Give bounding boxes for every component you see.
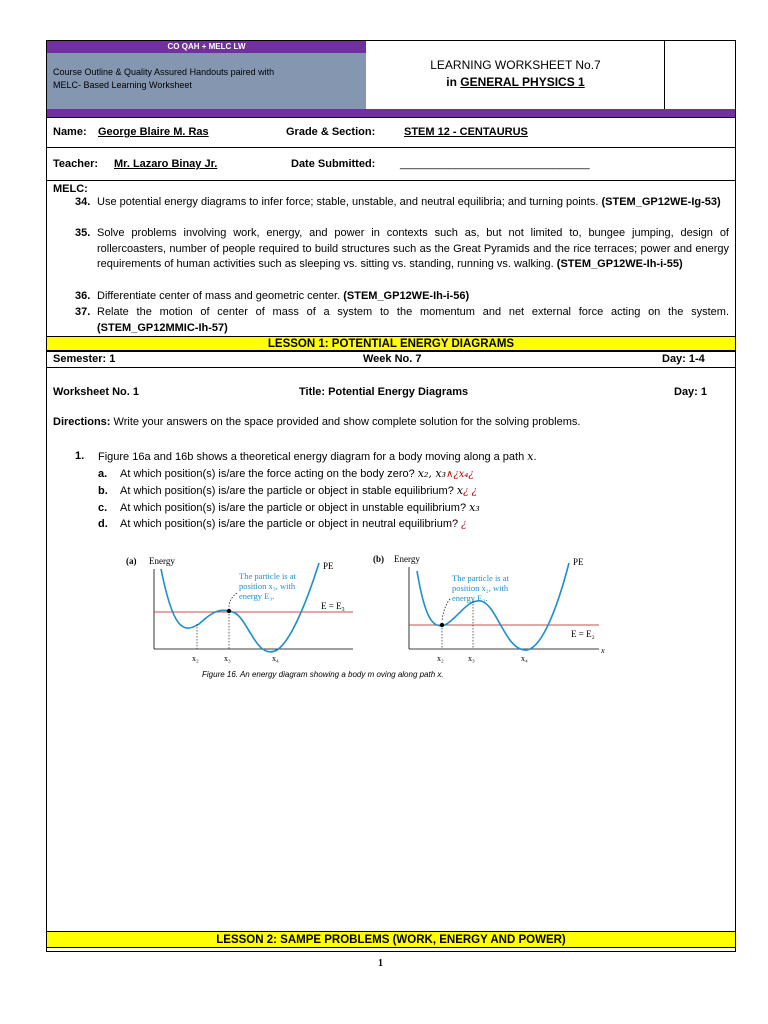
panel-label: (a) (126, 556, 137, 566)
sub-question-b (98, 484, 477, 497)
answer-a: x₂, x₃ (417, 467, 447, 480)
answer-d: ¿ (461, 519, 467, 530)
melc-item-35 (75, 226, 729, 273)
answer-c: x₃ (469, 501, 480, 514)
sub-letter: d. (98, 518, 108, 530)
energy-level-label: E = E₂ (571, 629, 595, 639)
answer-b-extra: ¿ ¿ (463, 486, 478, 497)
tick-x3: x₃ (468, 654, 475, 663)
directions-text: Write your answers on the space provided and show complete solution for the solving problems. (110, 416, 581, 428)
header-left (47, 41, 366, 109)
semester-row (47, 351, 735, 368)
date-label: Date Submitted: (291, 158, 376, 170)
lesson-1-title: LESSON 1: POTENTIAL ENERGY DIAGRAMS (47, 336, 735, 351)
sub-question-a (98, 467, 474, 480)
grade-value: STEM 12 - CENTAURUS (404, 126, 528, 138)
directions (53, 416, 733, 428)
melc-code: (STEM_GP12WE-Ih-i-56) (343, 290, 470, 302)
course-line-1: Course Outline & Quality Assured Handouts paired with (53, 67, 275, 77)
semester: Semester: 1 (53, 353, 116, 365)
teacher-label: Teacher: (53, 158, 99, 170)
callout-pointer (229, 593, 237, 607)
callout-pointer (442, 599, 450, 621)
energy-axis-label: Energy (149, 556, 175, 566)
sub-letter: b. (98, 485, 108, 497)
tick-x4: x₄ (272, 654, 279, 663)
energy-level-label: E = E₃ (321, 601, 345, 611)
answer-b: x (456, 484, 464, 497)
name-label: Name: (53, 126, 87, 138)
melc-num: 37. (75, 306, 91, 318)
title-line-2 (367, 74, 664, 91)
header-badge: CO QAH + MELC LW (47, 41, 366, 53)
energy-axis-label: Energy (394, 554, 420, 564)
melc-text: Relate the motion of center of mass of a system to the momentum and net external force acting on the system. (97, 306, 729, 318)
melc-num: 34. (75, 196, 91, 208)
date-value: _______________________________ (400, 158, 590, 170)
title-in: in (446, 75, 461, 89)
callout-line-3: energy E₂. (452, 593, 488, 603)
question-1-text: Figure 16a and 16b shows a theoretical energy diagram for a body moving along a path x. (98, 450, 537, 463)
title-line-1: LEARNING WORKSHEET No.7 (430, 58, 601, 72)
callout-line-2: position x₃, with (239, 581, 296, 591)
worksheet-title-text: Title: Potential Energy Diagrams (299, 386, 469, 398)
tick-x4: x₄ (521, 654, 528, 663)
lesson-2-title: LESSON 2: SAMPE PROBLEMS (WORK, ENERGY AND POWER) (47, 931, 735, 948)
melc-code: (STEM_GP12WE-Ih-i-55) (556, 258, 683, 270)
name-row (47, 117, 735, 147)
grade-label: Grade & Section: (286, 126, 376, 138)
panel-label: (b) (373, 554, 384, 564)
worksheet-page (46, 40, 736, 952)
callout-line-1: The particle is at (452, 573, 509, 583)
name-value: George Blaire M. Ras (98, 126, 209, 138)
x-axis-label: x (601, 646, 605, 655)
melc-label: MELC: (53, 183, 88, 195)
course-description (47, 53, 366, 109)
course-line-2: MELC- Based Learning Worksheet (53, 80, 192, 90)
melc-item-34 (75, 195, 729, 211)
figure-caption: Figure 16. An energy diagram showing a body m oving along path x. (202, 670, 444, 679)
week: Week No. 7 (363, 353, 422, 365)
answer-a-extra: ∧¿x₄¿ (446, 469, 474, 480)
worksheet-number: Worksheet No. 1 (53, 386, 139, 398)
sub-text: At which position(s) is/are the particle or object in stable equilibrium? (120, 485, 454, 497)
page-number: 1 (378, 958, 383, 969)
melc-code: (STEM_GP12WE-Ig-53) (601, 196, 721, 208)
worksheet-title (367, 41, 665, 109)
callout-line-2: position x₂, with (452, 583, 509, 593)
directions-label: Directions: (53, 416, 111, 428)
melc-text: Use potential energy diagrams to infer force; stable, unstable, and neutral equilibria; and turning points. (97, 196, 599, 208)
energy-diagram-a (126, 556, 353, 663)
sub-question-c (98, 501, 480, 514)
teacher-row (47, 147, 735, 180)
tick-x3: x₃ (224, 654, 231, 663)
energy-diagram-figure (121, 549, 661, 671)
teacher-value: Mr. Lazaro Binay Jr. (114, 158, 218, 170)
melc-text: Solve problems involving work, energy, and power in contexts such as, but not limited to, bungee jumping, design of rollercoasters, number of people required to build structures such as the Great Pyramids and the rice terraces; power and energy requirements of human activities such as sleeping vs. sitting vs. standing, running vs. walking. (97, 227, 729, 270)
tick-x2: x₂ (437, 654, 444, 663)
purple-divider (47, 109, 735, 117)
worksheet-day: Day: 1 (674, 386, 708, 398)
question-1 (75, 450, 84, 462)
melc-item-37 (75, 305, 729, 336)
sub-text: At which position(s) is/are the particle or object in neutral equilibrium? (120, 518, 459, 530)
energy-diagram-b (373, 554, 605, 663)
sub-letter: c. (98, 502, 108, 514)
curve-label: PE (573, 557, 584, 567)
sub-text: At which position(s) is/are the particle or object in unstable equilibrium? (120, 502, 467, 514)
callout-line-3: energy E₃. (239, 591, 275, 601)
melc-num: 36. (75, 290, 91, 302)
day-range: Day: 1-4 (662, 353, 705, 365)
melc-code: (STEM_GP12MMIC-Ih-57) (97, 321, 228, 334)
curve-label: PE (323, 561, 334, 571)
sub-letter: a. (98, 468, 108, 480)
path-variable: x (527, 450, 534, 463)
question-text: Figure 16a and 16b shows a theoretical energy diagram for a body moving along a path (98, 451, 525, 463)
melc-section (47, 180, 735, 340)
melc-text: Differentiate center of mass and geometric center. (97, 290, 341, 302)
melc-item-36 (75, 289, 729, 305)
sub-question-d (98, 518, 467, 530)
melc-num: 35. (75, 227, 91, 239)
sub-text: At which position(s) is/are the force acting on the body zero? (120, 468, 415, 480)
question-number: 1. (75, 450, 85, 462)
tick-x2: x₂ (192, 654, 199, 663)
callout-line-1: The particle is at (239, 571, 296, 581)
subject-name: GENERAL PHYSICS 1 (460, 75, 585, 89)
